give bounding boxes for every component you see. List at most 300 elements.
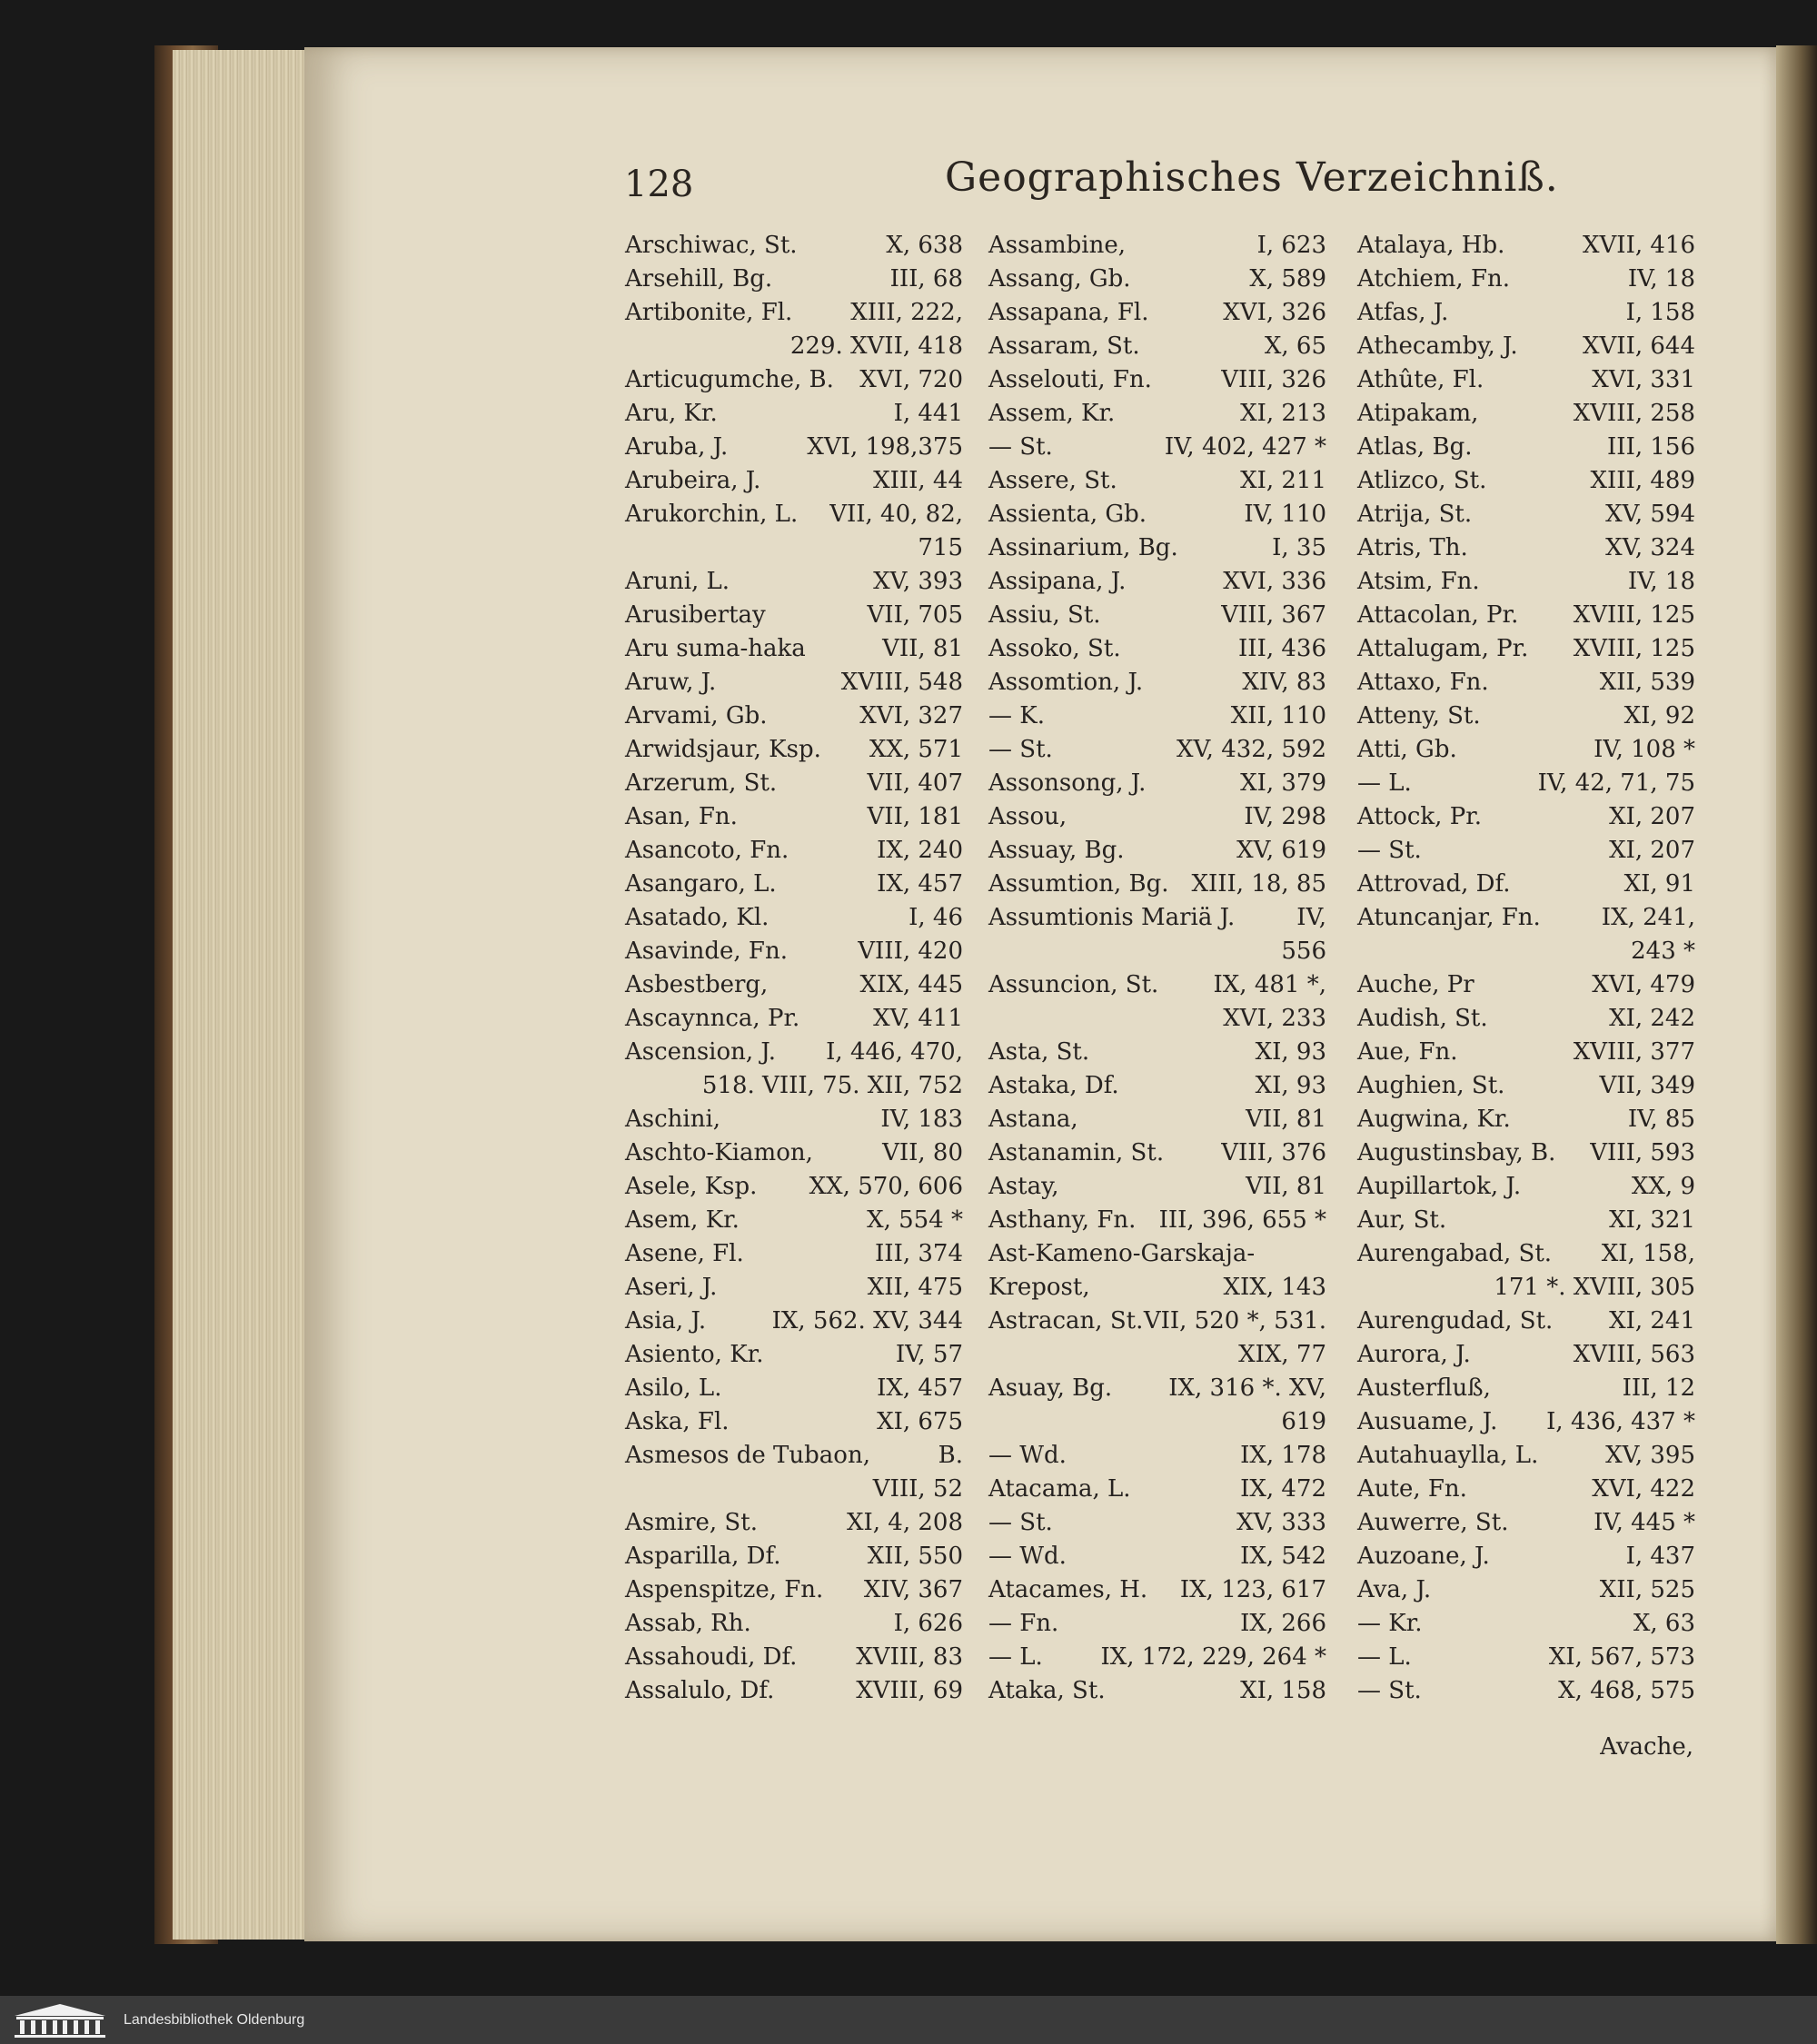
index-entry (625, 431, 963, 464)
entry-term: — L. (1357, 1643, 1412, 1671)
entry-reference: IX, 123, 617 (1179, 1576, 1326, 1603)
entry-term: Assere, St. (988, 467, 1117, 494)
index-entry (1357, 1069, 1695, 1103)
entry-reference: I, 158 (1625, 299, 1695, 326)
entry-reference: XI, 4, 208 (846, 1509, 963, 1536)
entry-reference: XIII, 18, 85 (1191, 870, 1326, 898)
index-entry (625, 901, 963, 935)
entry-term: Atrija, St. (1357, 501, 1473, 528)
index-entry (625, 1473, 963, 1506)
entry-term: Ascaynnca, Pr. (625, 1005, 800, 1032)
entry-term: — K. (988, 702, 1045, 729)
entry-reference: XII, 525 (1599, 1576, 1695, 1603)
entry-term: Aru, Kr. (625, 400, 718, 427)
entry-term: Asiento, Kr. (625, 1341, 764, 1368)
index-entry (1357, 1002, 1695, 1036)
entry-term: Atacames, H. (988, 1576, 1148, 1603)
index-entry (625, 666, 963, 700)
entry-reference: IX, 542 (1240, 1543, 1326, 1570)
entry-reference: I, 437 (1625, 1543, 1695, 1570)
index-entry (625, 498, 963, 531)
entry-reference: IV, 183 (880, 1106, 963, 1133)
index-entry (1357, 700, 1695, 733)
index-entry (1357, 263, 1695, 296)
library-name: Landesbibliothek Oldenburg (124, 2011, 305, 2028)
entry-term: Aruba, J. (625, 433, 729, 461)
entry-term: Arusibertay (625, 601, 766, 629)
index-entry (1357, 1641, 1695, 1674)
index-entry (625, 263, 963, 296)
entry-reference: IX, 172, 229, 264 * (1100, 1643, 1326, 1671)
entry-reference: XV, 432, 592 (1176, 736, 1326, 763)
index-entry (1357, 800, 1695, 834)
entry-reference: I, 446, 470, (826, 1038, 963, 1066)
entry-reference: VIII, 376 (1221, 1139, 1326, 1166)
entry-reference: XII, 550 (867, 1543, 963, 1570)
entry-term: Aru suma-haka (625, 635, 806, 662)
index-entry (988, 1473, 1326, 1506)
entry-reference: IX, 562. XV, 344 (771, 1307, 963, 1335)
index-entry (625, 1036, 963, 1069)
entry-reference: I, 623 (1256, 232, 1326, 259)
entry-reference: IX, 266 (1240, 1610, 1326, 1637)
index-entry (625, 464, 963, 498)
entry-term: Asilo, L. (625, 1374, 722, 1402)
index-entry (988, 733, 1326, 767)
entry-reference: XV, 395 (1605, 1442, 1695, 1469)
entry-reference: III, 12 (1622, 1374, 1695, 1402)
entry-reference: IX, 240 (877, 837, 963, 864)
index-entry (988, 834, 1326, 868)
entry-reference: I, 436, 437 * (1546, 1408, 1695, 1435)
entry-term: Assonsong, J. (988, 769, 1147, 797)
index-entry (625, 599, 963, 632)
entry-reference: I, 46 (908, 904, 963, 931)
index-entry (1357, 901, 1695, 935)
index-entry (625, 632, 963, 666)
index-entry (625, 1372, 963, 1405)
index-entry (988, 1506, 1326, 1540)
entry-reference: III, 156 (1607, 433, 1695, 461)
entry-reference: VII, 181 (867, 803, 963, 830)
entry-term: — Wd. (988, 1543, 1067, 1570)
entry-term: Augustinsbay, B. (1357, 1139, 1556, 1166)
index-entry (988, 1372, 1326, 1405)
page-stack-edge (173, 50, 320, 1940)
entry-term: Attaxo, Fn. (1357, 669, 1489, 696)
entry-reference: XVIII, 83 (856, 1643, 963, 1671)
entry-reference: XI, 158, (1601, 1240, 1695, 1267)
index-entry (625, 1170, 963, 1204)
index-entry (988, 565, 1326, 599)
entry-reference: 518. VIII, 75. XII, 752 (701, 1072, 963, 1099)
index-entry (988, 800, 1326, 834)
index-entry (625, 1237, 963, 1271)
entry-reference: XIII, 222, (850, 299, 963, 326)
entry-reference: IX, 241, (1601, 904, 1695, 931)
entry-reference: XIX, 445 (859, 971, 963, 998)
index-entry (988, 431, 1326, 464)
entry-term: Attacolan, Pr. (1357, 601, 1519, 629)
entry-term: — L. (1357, 769, 1412, 797)
entry-term: Aurora, J. (1357, 1341, 1471, 1368)
entry-reference: XV, 333 (1236, 1509, 1326, 1536)
running-title: Geographisches Verzeichniß. (945, 154, 1559, 201)
entry-reference: 715 (918, 534, 963, 561)
index-entry (625, 1607, 963, 1641)
index-entry (1357, 498, 1695, 531)
index-entry (988, 498, 1326, 531)
entry-term: Atipakam, (1357, 400, 1479, 427)
entry-reference: VII, 349 (1599, 1072, 1695, 1099)
entry-reference: IV, 110 (1244, 501, 1326, 528)
entry-reference: XI, 321 (1609, 1206, 1695, 1234)
index-entry (988, 1607, 1326, 1641)
index-entry (1357, 1674, 1695, 1708)
entry-reference: XIX, 143 (1223, 1274, 1326, 1301)
entry-reference: XVI, 327 (859, 702, 963, 729)
entry-reference: XI, 675 (877, 1408, 963, 1435)
entry-reference: 229. XVII, 418 (789, 332, 963, 360)
index-entry (988, 1036, 1326, 1069)
entry-term: Assipana, J. (988, 568, 1127, 595)
entry-reference: XI, 207 (1609, 803, 1695, 830)
entry-reference: XVIII, 258 (1573, 400, 1695, 427)
entry-term: Arvami, Gb. (625, 702, 768, 729)
entry-reference: VII, 81 (1246, 1173, 1326, 1200)
entry-term: Asele, Ksp. (625, 1173, 758, 1200)
entry-term: Atfas, J. (1357, 299, 1449, 326)
index-entry (988, 1338, 1326, 1372)
entry-reference: XII, 475 (867, 1274, 963, 1301)
entry-term: Krepost, (988, 1274, 1090, 1301)
entry-reference: XIII, 44 (873, 467, 963, 494)
entry-reference: XVIII, 69 (856, 1677, 963, 1704)
index-entry (988, 1204, 1326, 1237)
entry-term: Asuay, Bg. (988, 1374, 1113, 1402)
entry-reference: X, 63 (1633, 1610, 1695, 1637)
entry-reference: XX, 570, 606 (809, 1173, 963, 1200)
entry-term: Assinarium, Bg. (988, 534, 1178, 561)
entry-reference: IV, 108 * (1594, 736, 1695, 763)
entry-term: — St. (1357, 837, 1422, 864)
entry-term: Artibonite, Fl. (625, 299, 793, 326)
entry-reference: XVI, 326 (1223, 299, 1326, 326)
index-entry (1357, 1372, 1695, 1405)
index-entry (625, 1338, 963, 1372)
index-entry (625, 1136, 963, 1170)
entry-reference: VII, 407 (867, 769, 963, 797)
entry-reference: XII, 110 (1230, 702, 1326, 729)
entry-term: — St. (988, 433, 1053, 461)
entry-reference: VII, 81 (1246, 1106, 1326, 1133)
entry-reference: XVI, 720 (859, 366, 963, 393)
index-entry (988, 767, 1326, 800)
entry-reference: XIV, 83 (1242, 669, 1326, 696)
index-entry (625, 1540, 963, 1573)
index-entry (988, 229, 1326, 263)
index-entry (1357, 1338, 1695, 1372)
entry-term: Asancoto, Fn. (625, 837, 789, 864)
entry-reference: I, 441 (893, 400, 963, 427)
entry-reference: VIII, 367 (1221, 601, 1326, 629)
entry-term: — Kr. (1357, 1610, 1423, 1637)
entry-term: Atsim, Fn. (1357, 568, 1480, 595)
entry-reference: XVIII, 125 (1573, 601, 1695, 629)
entry-reference: VIII, 420 (858, 938, 963, 965)
entry-reference: VII, 520 *, 531. (1143, 1307, 1326, 1335)
index-entry (1357, 1204, 1695, 1237)
entry-reference: XI, 92 (1623, 702, 1695, 729)
entry-reference: III, 436 (1238, 635, 1326, 662)
entry-term: Arsehill, Bg. (625, 265, 773, 293)
entry-term: Astracan, St. (988, 1307, 1144, 1335)
entry-reference: X, 554 * (867, 1206, 963, 1234)
entry-term: Atris, Th. (1357, 534, 1468, 561)
index-entry (625, 868, 963, 901)
entry-reference: XVI, 479 (1592, 971, 1695, 998)
index-entry (988, 1405, 1326, 1439)
entry-term: Auwerre, St. (1357, 1509, 1509, 1536)
index-entry (1357, 1439, 1695, 1473)
entry-reference: XI, 207 (1609, 837, 1695, 864)
entry-term: Auzoane, J. (1357, 1543, 1490, 1570)
entry-term: Ava, J. (1357, 1576, 1432, 1603)
index-entry (988, 700, 1326, 733)
entry-reference: IV, 57 (895, 1341, 963, 1368)
entry-term: Asta, St. (988, 1038, 1090, 1066)
entry-reference: VIII, 326 (1221, 366, 1326, 393)
entry-term: — St. (988, 736, 1053, 763)
entry-term: Audish, St. (1357, 1005, 1488, 1032)
index-entry (988, 1069, 1326, 1103)
index-entry (1357, 229, 1695, 263)
index-entry (988, 1674, 1326, 1708)
index-entry (1357, 632, 1695, 666)
entry-reference: XVIII, 125 (1573, 635, 1695, 662)
entry-reference: XIII, 489 (1590, 467, 1695, 494)
entry-reference: VIII, 593 (1590, 1139, 1695, 1166)
entry-term: Asene, Fl. (625, 1240, 744, 1267)
entry-term: Atteny, St. (1357, 702, 1481, 729)
entry-term: — L. (988, 1643, 1043, 1671)
entry-term: Aur, St. (1357, 1206, 1447, 1234)
page-right-edge (1776, 45, 1817, 1944)
entry-reference: 243 * (1631, 938, 1695, 965)
index-entry (988, 935, 1326, 968)
index-entry (1357, 733, 1695, 767)
index-entry (625, 565, 963, 599)
entry-reference: X, 65 (1264, 332, 1326, 360)
entry-term: Astay, (988, 1173, 1059, 1200)
index-entry (625, 1506, 963, 1540)
index-entry (988, 1641, 1326, 1674)
index-column-3 (1357, 229, 1695, 1708)
entry-term: Atalaya, Hb. (1357, 232, 1505, 259)
catchword: Avache, (1600, 1733, 1693, 1761)
entry-term: Articugumche, B. (625, 366, 834, 393)
index-entry (1357, 868, 1695, 901)
entry-reference: IX, 316 *. XV, (1168, 1374, 1326, 1402)
entry-term: — St. (1357, 1677, 1422, 1704)
entry-reference: 556 (1281, 938, 1326, 965)
index-entry (1357, 968, 1695, 1002)
index-entry (625, 800, 963, 834)
entry-term: Augwina, Kr. (1357, 1106, 1511, 1133)
entry-term: Assalulo, Df. (625, 1677, 775, 1704)
index-entry (625, 229, 963, 263)
entry-reference: XIX, 77 (1238, 1341, 1326, 1368)
entry-reference: X, 468, 575 (1558, 1677, 1695, 1704)
index-entry (625, 1641, 963, 1674)
entry-term: Asem, Kr. (625, 1206, 740, 1234)
entry-term: Asselouti, Fn. (988, 366, 1152, 393)
entry-term: Assapana, Fl. (988, 299, 1149, 326)
index-entry (625, 767, 963, 800)
entry-term: Assomtion, J. (988, 669, 1144, 696)
entry-reference: I, 35 (1272, 534, 1326, 561)
index-entry (625, 1674, 963, 1708)
index-entry (1357, 464, 1695, 498)
entry-term: Assuay, Bg. (988, 837, 1125, 864)
entry-reference: IV, 85 (1627, 1106, 1695, 1133)
index-entry (625, 1305, 963, 1338)
index-entry (1357, 834, 1695, 868)
entry-term: Assang, Gb. (988, 265, 1131, 293)
entry-term: Astanamin, St. (988, 1139, 1165, 1166)
entry-reference: X, 589 (1249, 265, 1326, 293)
index-entry (988, 397, 1326, 431)
entry-term: Atuncanjar, Fn. (1357, 904, 1541, 931)
entry-reference: IX, 178 (1240, 1442, 1326, 1469)
index-entry (988, 1271, 1326, 1305)
entry-term: Aschto-Kiamon, (625, 1139, 813, 1166)
entry-reference: XVI, 422 (1592, 1475, 1695, 1503)
entry-term: Asmire, St. (625, 1509, 758, 1536)
index-entry (625, 296, 963, 330)
entry-reference: IX, 472 (1240, 1475, 1326, 1503)
index-entry (988, 1439, 1326, 1473)
entry-reference: XV, 594 (1605, 501, 1695, 528)
index-entry (1357, 767, 1695, 800)
entry-term: Aute, Fn. (1357, 1475, 1467, 1503)
index-entry (988, 531, 1326, 565)
entry-reference: VIII, 52 (872, 1475, 963, 1503)
entry-term: Asmesos de Tubaon, (625, 1442, 870, 1469)
entry-reference: III, 68 (889, 265, 963, 293)
index-entry (625, 1405, 963, 1439)
entry-reference: XI, 241 (1609, 1307, 1695, 1335)
entry-reference: XI, 93 (1255, 1038, 1326, 1066)
entry-reference: XVIII, 548 (840, 669, 963, 696)
entry-reference: 619 (1281, 1408, 1326, 1435)
entry-reference: XVIII, 563 (1573, 1341, 1695, 1368)
entry-term: Assou, (988, 803, 1067, 830)
entry-term: Asbestberg, (625, 971, 769, 998)
index-entry (988, 968, 1326, 1002)
entry-term: Austerfluß, (1357, 1374, 1491, 1402)
entry-reference: VII, 40, 82, (829, 501, 963, 528)
entry-term: Arukorchin, L. (625, 501, 799, 528)
index-entry (1357, 1473, 1695, 1506)
entry-reference: XVI, 336 (1223, 568, 1326, 595)
index-entry (988, 868, 1326, 901)
entry-term: Atacama, L. (988, 1475, 1131, 1503)
entry-reference: IV, 445 * (1594, 1509, 1695, 1536)
entry-reference: IV, 298 (1244, 803, 1326, 830)
index-entry (625, 397, 963, 431)
index-entry (1357, 1103, 1695, 1136)
entry-reference: IV, 402, 427 * (1164, 433, 1326, 461)
index-entry (625, 1271, 963, 1305)
entry-reference: XI, 91 (1623, 870, 1695, 898)
entry-term: Aruw, J. (625, 669, 717, 696)
index-entry (988, 666, 1326, 700)
entry-reference: XI, 211 (1240, 467, 1326, 494)
index-entry (1357, 1506, 1695, 1540)
index-entry (988, 1002, 1326, 1036)
entry-term: Aspenspitze, Fn. (625, 1576, 824, 1603)
index-entry (988, 330, 1326, 363)
entry-term: Assab, Rh. (625, 1610, 751, 1637)
entry-reference: XV, 411 (873, 1005, 963, 1032)
entry-term: Assiu, St. (988, 601, 1101, 629)
index-entry (988, 1237, 1326, 1271)
entry-reference: XV, 324 (1605, 534, 1695, 561)
library-building-icon (9, 2001, 111, 2039)
entry-term: Aruni, L. (625, 568, 730, 595)
index-column-2 (988, 229, 1326, 1708)
entry-term: Attalugam, Pr. (1357, 635, 1529, 662)
entry-term: Asangaro, L. (625, 870, 777, 898)
index-entry (625, 700, 963, 733)
entry-reference: IX, 457 (877, 1374, 963, 1402)
index-entry (988, 599, 1326, 632)
index-entry (988, 296, 1326, 330)
entry-term: Assoko, St. (988, 635, 1121, 662)
index-entry (625, 363, 963, 397)
index-entry (1357, 1540, 1695, 1573)
index-column-1 (625, 229, 963, 1708)
index-entry (625, 1002, 963, 1036)
entry-reference: XI, 242 (1609, 1005, 1695, 1032)
entry-reference: B. (938, 1442, 963, 1469)
index-entry (625, 1204, 963, 1237)
entry-term: Arschiwac, St. (625, 232, 798, 259)
index-entry (625, 1439, 963, 1473)
entry-term: Arwidsjaur, Ksp. (625, 736, 821, 763)
entry-term: Ascension, J. (625, 1038, 777, 1066)
index-entry (625, 935, 963, 968)
entry-reference: IX, 481 *, (1213, 971, 1326, 998)
index-entry (625, 531, 963, 565)
entry-term: Assambine, (988, 232, 1126, 259)
entry-term: Asavinde, Fn. (625, 938, 788, 965)
entry-reference: XVI, 198,375 (807, 433, 963, 461)
entry-term: Autahuaylla, L. (1357, 1442, 1539, 1469)
entry-term: Atlizco, St. (1357, 467, 1487, 494)
index-entry (1357, 397, 1695, 431)
index-entry (1357, 531, 1695, 565)
index-entry (1357, 363, 1695, 397)
entry-reference: VII, 81 (882, 635, 963, 662)
index-entry (625, 1573, 963, 1607)
entry-reference: XVII, 644 (1583, 332, 1695, 360)
entry-term: Assem, Kr. (988, 400, 1116, 427)
index-entry (1357, 599, 1695, 632)
index-entry (988, 464, 1326, 498)
entry-term: Ataka, St. (988, 1677, 1106, 1704)
